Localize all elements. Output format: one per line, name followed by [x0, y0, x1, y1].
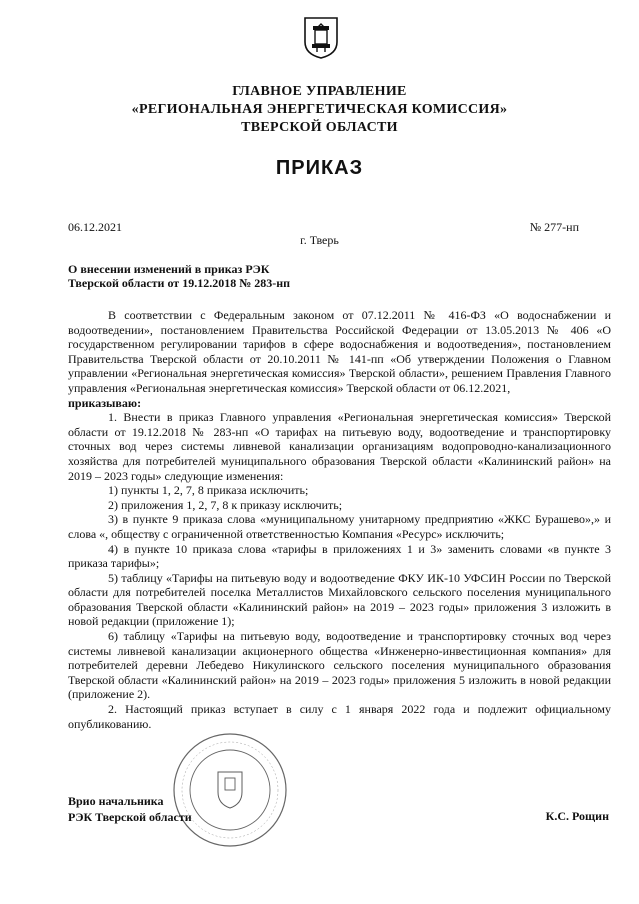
item-paragraph: 3) в пункте 9 приказа слова «муниципальному унитарному предприятию «ЖКС Бурашево»,» и слова «, обществу с ограниченной ответственностью Компания «Ресурс» исключить;	[68, 512, 611, 541]
document-number: № 277-нп	[529, 220, 579, 234]
item-paragraph: 4) в пункте 10 приказа слова «тарифы в приложениях 1 и 3» заменить словами «в пункте 3 приказа тарифы»;	[68, 541, 611, 571]
preamble-paragraph: В соответствии с Федеральным законом от 07.12.2011 № 416-ФЗ «О водоснабжении и водоотведении», постановлением Правительства Российской Федерации от 13.05.2013 № 406 «О государственном регулировании тарифов в сфере водоснабжения и водоотведения», постановлением Правительства Тверской области от 20.10.2011 № 141-пп «Об утверждении Положения о Главном управлении «Региональная энергетическая комиссия» Тверской области», решением Правления Главного управления «Региональная энергетическая комиссия» Тверской области от 06.12.2021,	[68, 308, 611, 395]
document-subject	[68, 262, 290, 290]
order-word: приказываю:	[68, 395, 142, 410]
item-paragraph: 5) таблицу «Тарифы на питьевую воду и водоотведение ФКУ ИК-10 УФСИН России по Тверской области для потребителей поселка Металлистов Михайловского сельского поселения муниципального образования Тверской области «Калининский район» на 2019 – 2023 годы» приложения 3 изложить в новой редакции (приложение 1);	[68, 570, 611, 629]
item-paragraph: 2) приложения 1, 2, 7, 8 к приказу исключить;	[108, 497, 343, 512]
document-date: 06.12.2021	[68, 220, 122, 234]
signature-position-line-2: РЭК Тверской области	[68, 810, 192, 824]
official-seal-stamp	[170, 730, 290, 850]
item-paragraph: 1. Внести в приказ Главного управления «Региональная энергетическая комиссия» Тверской области от 19.12.2018 № 283-нп «О тарифах на питьевую воду, водоотведение и транспортировку сточных вод через системы ливневой канализации организациям водопроводно-канализационного хозяйства для потребителей муниципального образования Тверской области «Калининский район» на 2019 – 2023 годы» следующие изменения:	[68, 410, 611, 483]
header-line-1: ГЛАВНОЕ УПРАВЛЕНИЕ	[232, 84, 407, 99]
coat-of-arms-icon	[303, 16, 339, 60]
document-title: ПРИКАЗ	[275, 157, 364, 179]
item-paragraph: 2. Настоящий приказ вступает в силу с 1 января 2022 года и подлежит официальному опубликованию.	[68, 702, 611, 731]
document-city: г. Тверь	[300, 233, 339, 247]
signature-position	[68, 793, 192, 825]
item-paragraph: 1) пункты 1, 2, 7, 8 приказа исключить;	[108, 483, 309, 498]
signature-position-line-1: Врио начальника	[68, 794, 164, 808]
item-paragraph: 6) таблицу «Тарифы на питьевую воду, водоотведение и транспортировку сточных вод через системы ливневой канализации акционерного общества «Инженерно-инвестиционная компания» для потребителей деревни Лебедево Никулинского сельского поселения муниципального образования Тверской области «Калининский район» на 2019 – 2023 годы» приложения 5 изложить в новой редакции (приложение 2).	[68, 629, 611, 702]
subject-line-2: Тверской области от 19.12.2018 № 283-нп	[68, 276, 291, 290]
document-body	[68, 308, 611, 731]
signatory-name: К.С. Рощин	[545, 809, 609, 823]
subject-line-1: О внесении изменений в приказ РЭК	[68, 262, 270, 276]
header-line-3: ТВЕРСКОЙ ОБЛАСТИ	[241, 120, 398, 135]
header-line-2: «РЕГИОНАЛЬНАЯ ЭНЕРГЕТИЧЕСКАЯ КОМИССИЯ»	[131, 102, 508, 117]
